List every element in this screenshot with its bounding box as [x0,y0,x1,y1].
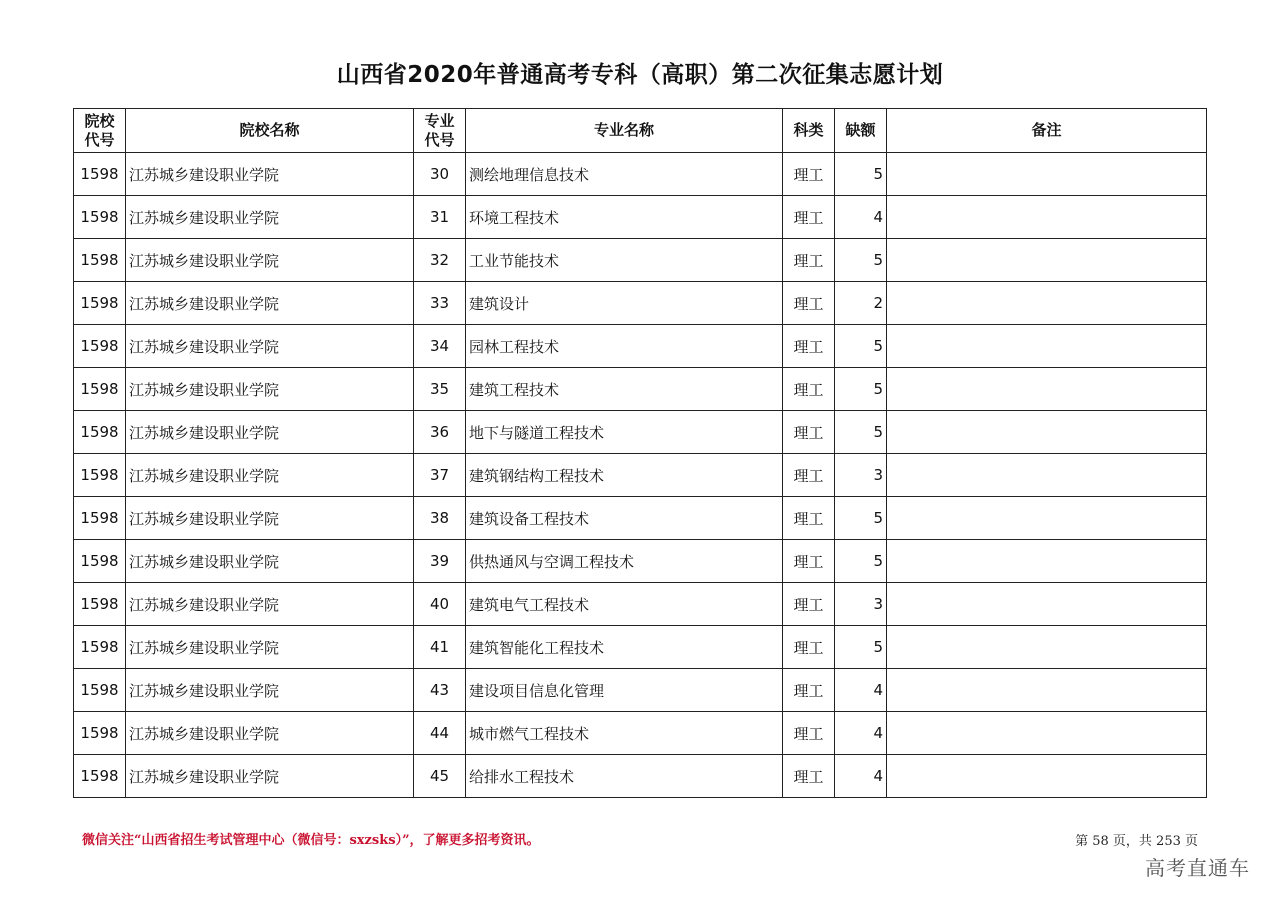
cell-major-code: 43 [414,669,466,712]
cell-school-name: 江苏城乡建设职业学院 [126,540,414,583]
cell-remarks [887,712,1207,755]
cell-quota: 4 [835,669,887,712]
header-remarks: 备注 [887,109,1207,153]
cell-category: 理工 [783,669,835,712]
cell-category: 理工 [783,368,835,411]
cell-major-code: 41 [414,626,466,669]
cell-school-code: 1598 [74,626,126,669]
cell-remarks [887,755,1207,798]
header-major-code: 专业代号 [414,109,466,153]
table-row [74,325,1207,368]
cell-major-name: 园林工程技术 [466,325,783,368]
cell-major-code: 35 [414,368,466,411]
cell-major-code: 37 [414,454,466,497]
table-header-row [74,109,1207,153]
cell-remarks [887,669,1207,712]
cell-quota: 5 [835,368,887,411]
header-school-code: 院校代号 [74,109,126,153]
cell-category: 理工 [783,454,835,497]
cell-quota: 5 [835,411,887,454]
table-row [74,411,1207,454]
table-row [74,368,1207,411]
cell-major-code: 33 [414,282,466,325]
table-row [74,239,1207,282]
cell-quota: 4 [835,755,887,798]
cell-school-name: 江苏城乡建设职业学院 [126,626,414,669]
cell-school-code: 1598 [74,282,126,325]
cell-school-name: 江苏城乡建设职业学院 [126,239,414,282]
cell-category: 理工 [783,755,835,798]
cell-quota: 5 [835,153,887,196]
cell-school-name: 江苏城乡建设职业学院 [126,669,414,712]
cell-major-code: 39 [414,540,466,583]
cell-remarks [887,454,1207,497]
page-number: 第 58 页，共 253 页 [1075,834,1198,849]
cell-school-code: 1598 [74,368,126,411]
table-row [74,626,1207,669]
cell-school-name: 江苏城乡建设职业学院 [126,411,414,454]
cell-remarks [887,626,1207,669]
cell-school-code: 1598 [74,712,126,755]
cell-major-name: 测绘地理信息技术 [466,153,783,196]
cell-category: 理工 [783,583,835,626]
table-row [74,712,1207,755]
cell-school-code: 1598 [74,755,126,798]
cell-major-code: 36 [414,411,466,454]
cell-category: 理工 [783,411,835,454]
cell-school-code: 1598 [74,411,126,454]
cell-school-code: 1598 [74,497,126,540]
cell-quota: 2 [835,282,887,325]
cell-major-code: 40 [414,583,466,626]
cell-quota: 5 [835,540,887,583]
cell-quota: 5 [835,626,887,669]
cell-major-name: 建筑电气工程技术 [466,583,783,626]
cell-major-name: 建筑设计 [466,282,783,325]
cell-major-name: 地下与隧道工程技术 [466,411,783,454]
table-row [74,454,1207,497]
cell-quota: 3 [835,454,887,497]
cell-category: 理工 [783,626,835,669]
cell-school-code: 1598 [74,196,126,239]
table-row [74,583,1207,626]
cell-category: 理工 [783,196,835,239]
table-row [74,540,1207,583]
cell-major-code: 45 [414,755,466,798]
cell-remarks [887,368,1207,411]
cell-remarks [887,196,1207,239]
cell-quota: 4 [835,196,887,239]
cell-school-name: 江苏城乡建设职业学院 [126,755,414,798]
cell-school-code: 1598 [74,454,126,497]
cell-school-name: 江苏城乡建设职业学院 [126,497,414,540]
header-major-name: 专业名称 [466,109,783,153]
cell-major-name: 建筑设备工程技术 [466,497,783,540]
cell-quota: 3 [835,583,887,626]
cell-major-name: 建筑智能化工程技术 [466,626,783,669]
cell-school-code: 1598 [74,239,126,282]
table-row [74,755,1207,798]
cell-school-name: 江苏城乡建设职业学院 [126,368,414,411]
cell-remarks [887,239,1207,282]
cell-quota: 5 [835,239,887,282]
cell-school-name: 江苏城乡建设职业学院 [126,153,414,196]
cell-school-name: 江苏城乡建设职业学院 [126,454,414,497]
cell-major-code: 38 [414,497,466,540]
cell-remarks [887,540,1207,583]
cell-major-code: 31 [414,196,466,239]
table-row [74,669,1207,712]
cell-major-name: 供热通风与空调工程技术 [466,540,783,583]
cell-school-name: 江苏城乡建设职业学院 [126,583,414,626]
header-school-name: 院校名称 [126,109,414,153]
cell-school-code: 1598 [74,669,126,712]
cell-major-name: 建筑钢结构工程技术 [466,454,783,497]
header-category: 科类 [783,109,835,153]
cell-remarks [887,411,1207,454]
table-row [74,497,1207,540]
cell-quota: 5 [835,325,887,368]
cell-school-name: 江苏城乡建设职业学院 [126,712,414,755]
cell-category: 理工 [783,239,835,282]
cell-category: 理工 [783,497,835,540]
cell-school-name: 江苏城乡建设职业学院 [126,196,414,239]
cell-remarks [887,497,1207,540]
cell-school-code: 1598 [74,583,126,626]
cell-school-name: 江苏城乡建设职业学院 [126,325,414,368]
cell-major-name: 环境工程技术 [466,196,783,239]
cell-major-code: 32 [414,239,466,282]
cell-major-name: 给排水工程技术 [466,755,783,798]
page-title: 山西省2020年普通高考专科（高职）第二次征集志愿计划 [336,62,944,88]
watermark-text: 高考直通车 [1145,856,1250,880]
cell-quota: 4 [835,712,887,755]
cell-category: 理工 [783,153,835,196]
cell-school-code: 1598 [74,153,126,196]
cell-school-name: 江苏城乡建设职业学院 [126,282,414,325]
enrollment-plan-table [73,108,1207,798]
cell-major-name: 工业节能技术 [466,239,783,282]
table-row [74,196,1207,239]
cell-category: 理工 [783,540,835,583]
cell-remarks [887,583,1207,626]
cell-major-code: 44 [414,712,466,755]
cell-category: 理工 [783,712,835,755]
cell-school-code: 1598 [74,540,126,583]
cell-remarks [887,282,1207,325]
cell-category: 理工 [783,282,835,325]
cell-school-code: 1598 [74,325,126,368]
table-row [74,153,1207,196]
cell-major-name: 建设项目信息化管理 [466,669,783,712]
cell-remarks [887,325,1207,368]
cell-quota: 5 [835,497,887,540]
cell-remarks [887,153,1207,196]
cell-major-code: 34 [414,325,466,368]
header-quota: 缺额 [835,109,887,153]
cell-major-name: 城市燃气工程技术 [466,712,783,755]
cell-major-name: 建筑工程技术 [466,368,783,411]
cell-major-code: 30 [414,153,466,196]
table-row [74,282,1207,325]
wechat-notice: 微信关注“山西省招生考试管理中心（微信号：sxzsks）”，了解更多招考资讯。 [82,833,540,848]
cell-category: 理工 [783,325,835,368]
